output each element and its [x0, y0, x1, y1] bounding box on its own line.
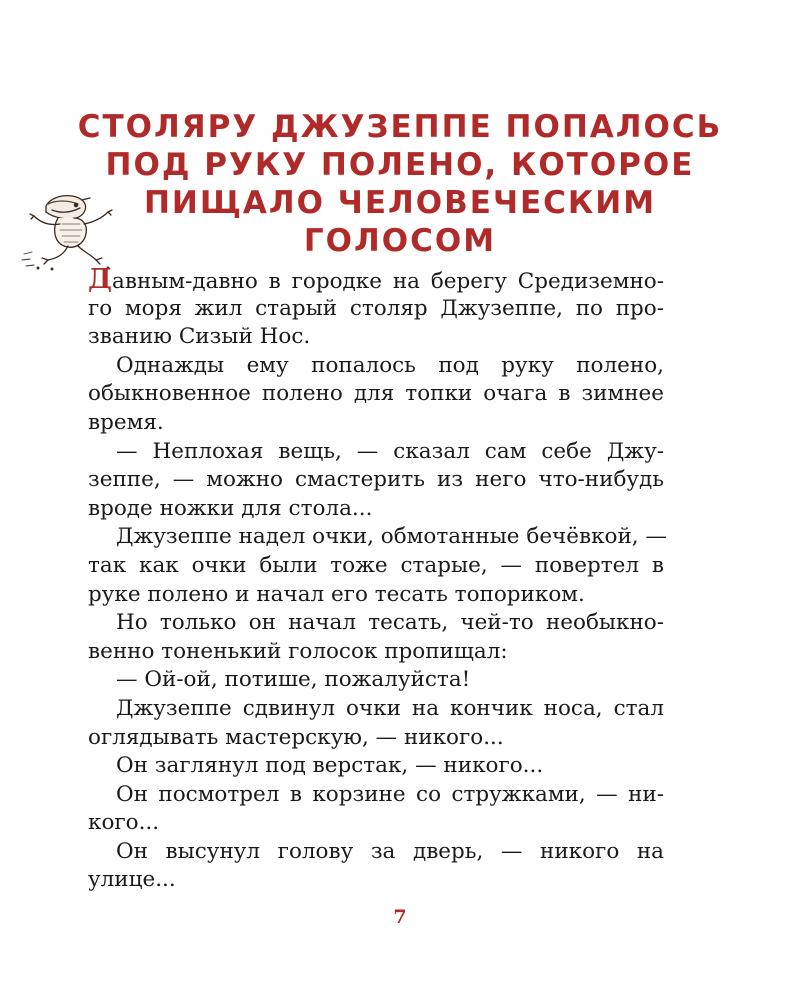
- text-line: вроде ножки для стола...: [88, 495, 373, 521]
- text-line: Джузеппе сдвинул очки на кончик носа, стал: [116, 695, 664, 721]
- chapter-title-line: ПОД РУКУ ПОЛЕНО, КОТОРОЕ: [105, 147, 695, 183]
- text-line: так как очки были тоже старые, — повертел в: [88, 552, 664, 578]
- text-line: руке полено и начал его тесать топориком.: [88, 581, 585, 607]
- text-line: время.: [88, 409, 164, 435]
- text-line: званию Сизый Нос.: [88, 324, 311, 350]
- text-line: Однажды ему попалось под руку полено,: [116, 352, 664, 378]
- body-text: [88, 264, 667, 895]
- text-line: оглядывать мастерскую, — никого...: [88, 724, 504, 750]
- text-line: Но только он начал тесать, чей-то необыкно-: [116, 610, 664, 636]
- chapter-title-line: ПИЩАЛО ЧЕЛОВЕЧЕСКИМ: [143, 185, 657, 221]
- text-line: — Ой-ой, потише, пожалуйста!: [116, 667, 471, 693]
- running-creature-illustration: [18, 188, 130, 272]
- chapter-title: [60, 108, 740, 260]
- text-line: Он высунул голову за дверь, — никого на: [116, 838, 664, 864]
- text-line: кого...: [88, 810, 160, 836]
- text-line: обыкновенное полено для топки очага в зимнее: [88, 381, 664, 407]
- chapter-title-line: ГОЛОСОМ: [303, 223, 497, 259]
- text-line: Давным-давно в городке на берегу Средиземно-: [88, 264, 664, 295]
- text-line: Он заглянул под верстак, — никого...: [116, 753, 544, 779]
- text-line: улице...: [88, 867, 176, 893]
- text-line: зеппе, — можно смастерить из него что-нибудь: [88, 467, 664, 493]
- text-line: Джузеппе надел очки, обмотанные бечёвкой, —: [116, 524, 667, 550]
- text-line: го моря жил старый столяр Джузеппе, по про-: [88, 295, 664, 321]
- page-number: 7: [393, 906, 407, 928]
- text-line: — Неплохая вещь, — сказал сам себе Джу-: [116, 438, 664, 464]
- text-line: венно тоненький голосок пропищал:: [88, 638, 508, 664]
- chapter-title-line: СТОЛЯРУ ДЖУЗЕППЕ ПОПАЛОСЬ: [77, 109, 723, 145]
- drop-cap: Д: [88, 264, 113, 295]
- text-line: Он посмотрел в корзине со стружками, — ни-: [116, 781, 664, 807]
